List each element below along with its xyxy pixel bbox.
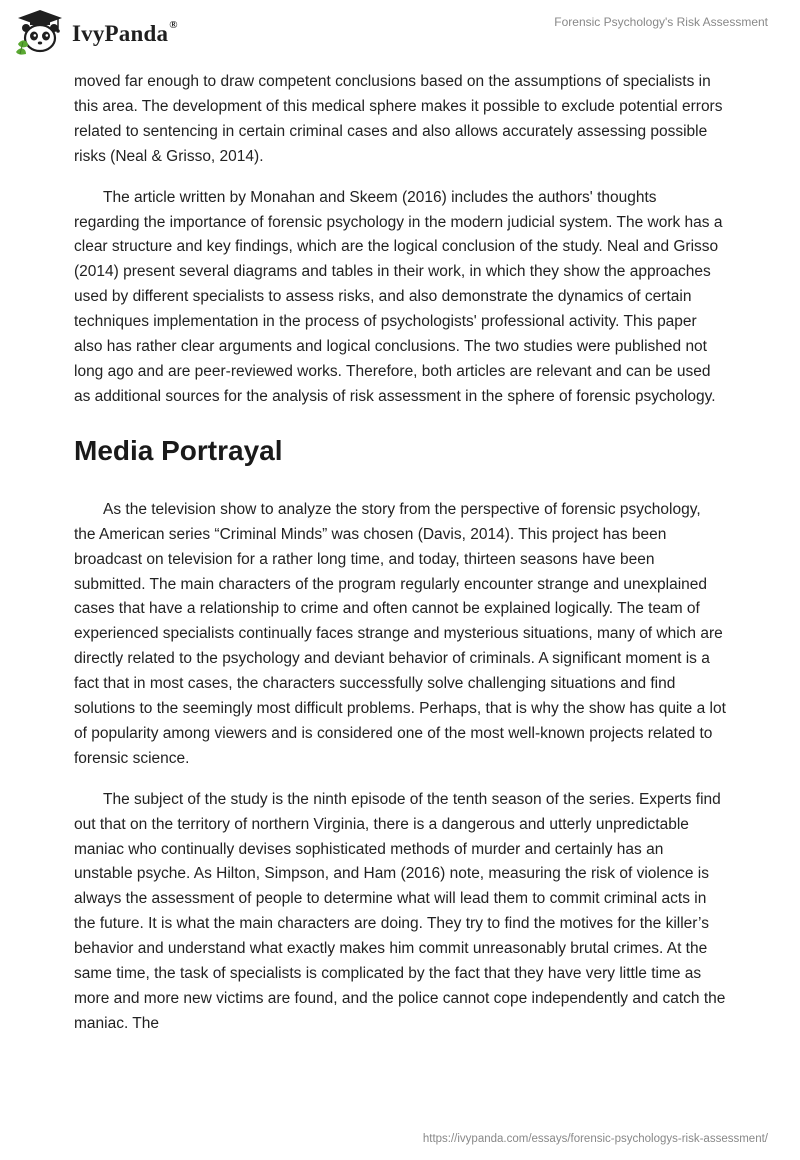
document-title: Forensic Psychology's Risk Assessment [554, 15, 768, 29]
paragraph-continued: moved far enough to draw competent conclusions based on the assumptions of specialists in this area. The development of this medical sphere makes it possible to exclude potential errors related to sentencing in certain criminal cases and also allows accurately assessing possible risks (Neal & Grisso, 2014). [74, 73, 723, 165]
source-url[interactable]: https://ivypanda.com/essays/forensic-psychologys-risk-assessment/ [422, 1133, 768, 1145]
paragraph-tv-show: As the television show to analyze the story from the perspective of forensic psychology, the American series “Criminal Minds” was chosen (Davis, 2014). This project has been broadcast on television for a rather long time, and today, thirteen seasons have been submitted. The main characters of the program regularly encounter strange and unexplained cases that have a relationship to crime and often cannot be explained logically. The team of experienced specialists continually faces strange and mysterious situations, many of which are directly related to the psychology and deviant behavior of criminals. A significant moment is a fact that in most cases, the characters successfully solve challenging situations and find solutions to the seemingly most difficult problems. Perhaps, that is why the show has quite a lot of popularity among viewers and is considered one of the most well-known projects related to forensic science. [74, 500, 726, 767]
paragraph-article-review: The article written by Monahan and Skeem (2016) includes the authors' thoughts regarding the importance of forensic psychology in the modern judicial system. The work has a clear structure and key findings, which are the logical conclusion of the study. Neal and Grisso (2014) present several diagrams and tables in their work, in which they show the approaches used by different specialists to assess risks, and also demonstrate the dynamics of certain techniques implementation in the process of psychologists' professional activity. This paper also has rather clear arguments and logical conclusions. The two studies were published not long ago and are peer-reviewed works. Therefore, both articles are relevant and can be used as additional sources for the analysis of risk assessment in the sphere of forensic psychology. [74, 188, 723, 405]
panda-graduate-icon [14, 8, 66, 56]
page-header [0, 0, 800, 64]
ivypanda-logo[interactable] [14, 8, 178, 56]
section-heading-media-portrayal: Media Portrayal [74, 434, 283, 466]
essay-content [74, 70, 726, 1053]
logo-wordmark: IvyPanda® [72, 19, 178, 46]
paragraph-episode-study: The subject of the study is the ninth episode of the tenth season of the series. Experts find out that on the territory of northern Virginia, there is a dangerous and utterly unpredictable maniac who continually devises sophisticated methods of murder and certainly has an unstable psyche. As Hilton, Simpson, and Ham (2016) note, measuring the risk of violence is always the assessment of people to determine what will lead them to commit criminal acts in the future. It is what the main characters are doing. They try to find the motives for the killer’s behavior and understand what exactly makes him commit unreasonably brutal crimes. At the same time, the task of specialists is complicated by the fact that they have very little time as more and more new victims are found, and the police cannot cope independently and catch the maniac. The [74, 790, 726, 1032]
